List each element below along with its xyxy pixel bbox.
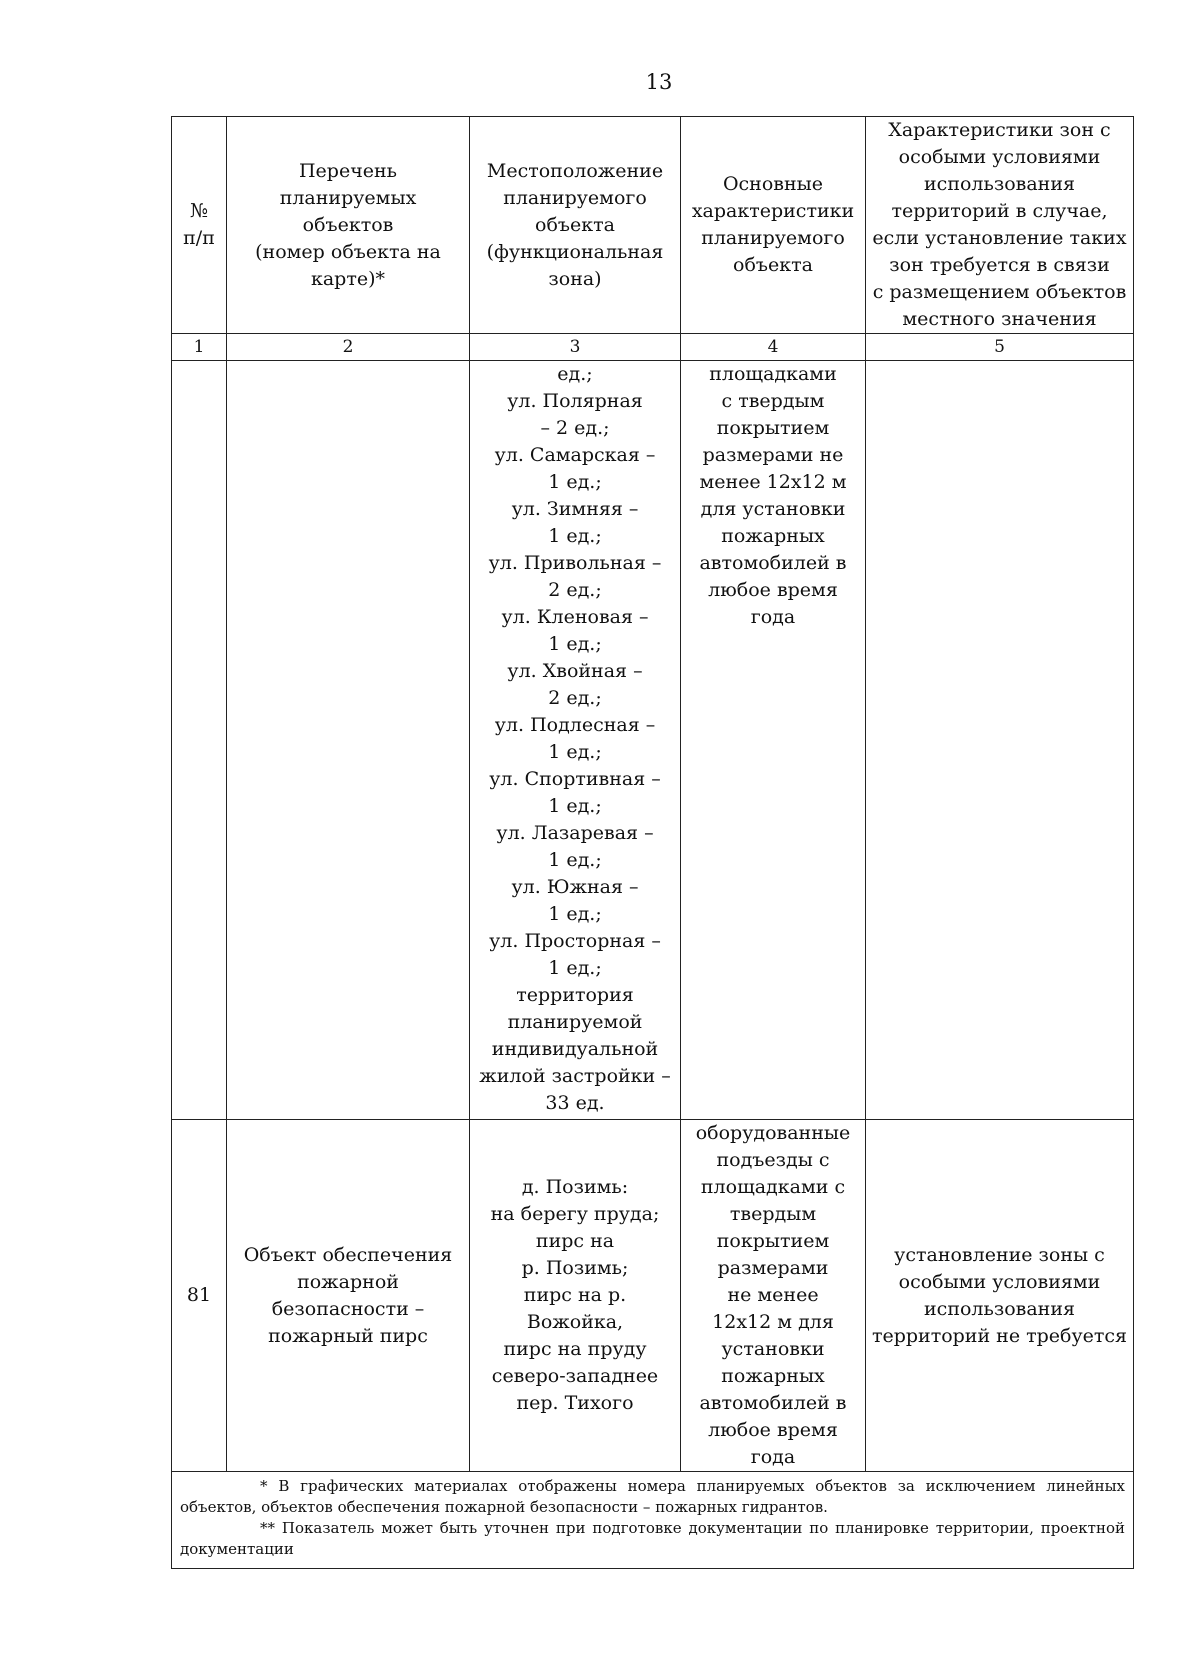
footnote-row — [172, 1472, 1134, 1569]
footnote-2: ** Показатель может быть уточнен при подготовке документации по планировке территории, проектной документации — [180, 1519, 1125, 1558]
planned-objects-table — [171, 116, 1134, 1569]
table-row — [172, 1120, 1134, 1472]
location-cell: ед.; ул. Полярная – 2 ед.; ул. Самарская – 1 ед.; ул. Зимняя – 1 ед.; ул. Привольная – 2 ед.; ул. Кленовая – 1 ед.; ул. Хвойная – 2 ед.; ул. Подлесная – 1 ед.; ул. Спортивная – 1 ед.; ул. Лазаревая – 1 ед.; ул. Южная – 1 ед.; ул. Просторная – 1 ед.; территория планируемой индивидуальной жилой застройки – 33 ед. — [470, 361, 681, 1120]
zones-cell: установление зоны с особыми условиями использования территорий не требуется — [866, 1120, 1134, 1472]
footnote-1: * В графических материалах отображены номера планируемых объектов за исключением линейных объектов, объектов обеспечения пожарной безопасности – пожарных гидрантов. — [180, 1477, 1125, 1516]
column-number: 4 — [681, 334, 866, 361]
object-name-cell — [227, 361, 470, 1120]
header-cell-objects: Перечень планируемых объектов (номер объекта на карте)* — [227, 117, 470, 334]
table-header-row — [172, 117, 1134, 334]
column-number: 5 — [866, 334, 1134, 361]
header-cell-number: № п/п — [172, 117, 227, 334]
row-number-cell — [172, 361, 227, 1120]
column-number: 3 — [470, 334, 681, 361]
header-cell-zones: Характеристики зон с особыми условиями использования территорий в случае, если установление таких зон требуется в связи с размещением объектов местного значения — [866, 117, 1134, 334]
column-number-row — [172, 334, 1134, 361]
column-number: 2 — [227, 334, 470, 361]
page-number: 13 — [645, 70, 673, 94]
footnotes-cell — [172, 1472, 1134, 1569]
header-cell-characteristics: Основные характеристики планируемого объекта — [681, 117, 866, 334]
characteristics-cell: оборудованные подъезды с площадками с твердым покрытием размерами не менее 12x12 м для установки пожарных автомобилей в любое время года — [681, 1120, 866, 1472]
zones-cell — [866, 361, 1134, 1120]
header-cell-location: Местоположение планируемого объекта (функциональная зона) — [470, 117, 681, 334]
object-name-cell: Объект обеспечения пожарной безопасности – пожарный пирс — [227, 1120, 470, 1472]
characteristics-cell: площадками с твердым покрытием размерами не менее 12x12 м для установки пожарных автомобилей в любое время года — [681, 361, 866, 1120]
row-number-cell: 81 — [172, 1120, 227, 1472]
location-cell: д. Позимь: на берегу пруда; пирс на р. Позимь; пирс на р. Вожойка, пирс на пруду северо-западнее пер. Тихого — [470, 1120, 681, 1472]
table-row — [172, 361, 1134, 1120]
column-number: 1 — [172, 334, 227, 361]
